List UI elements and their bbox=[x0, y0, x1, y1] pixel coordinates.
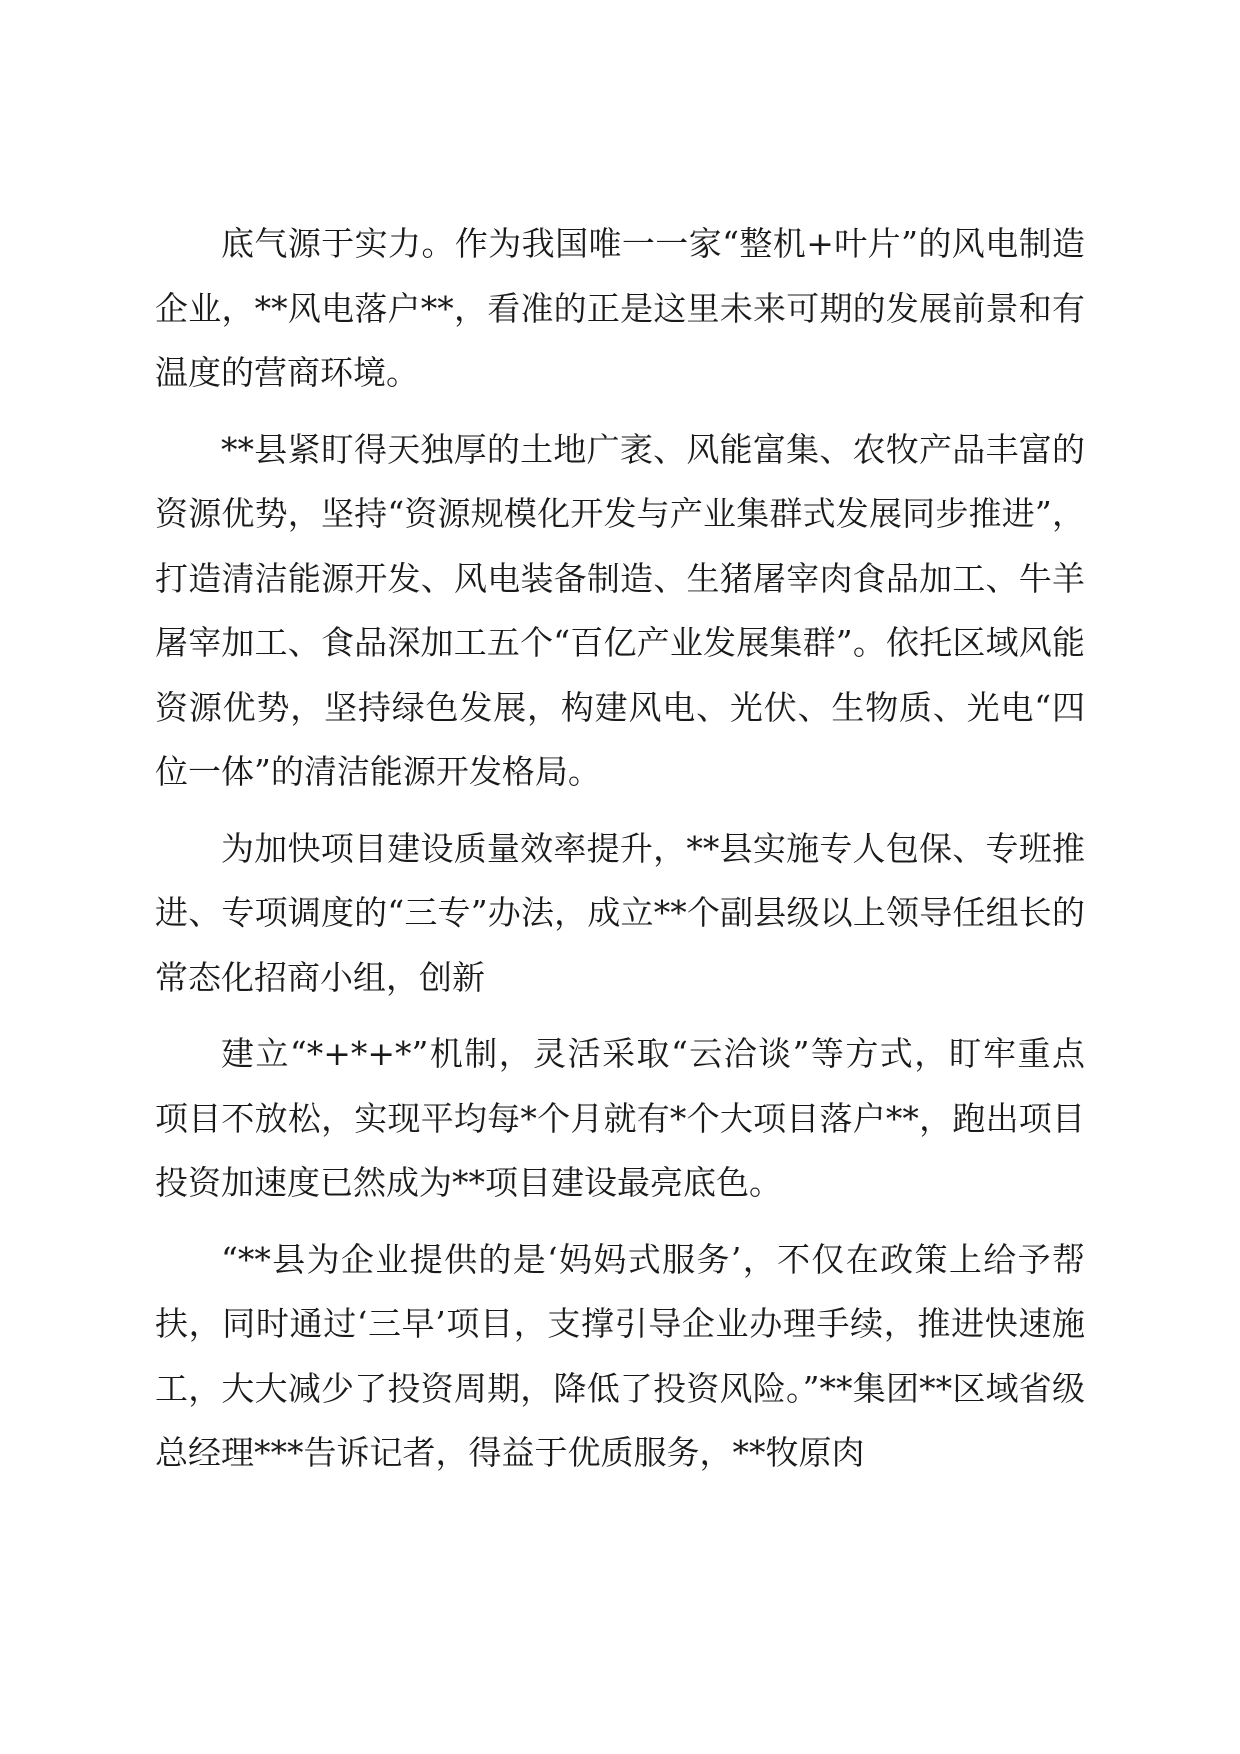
paragraph-3: 为加快项目建设质量效率提升，**县实施专人包保、专班推进、专项调度的“三专”办法，成立**个副县级以上领导任组长的常态化招商小组，创新 bbox=[155, 828, 1085, 997]
paragraph-4: 建立“*+*+*”机制，灵活采取“云洽谈”等方式，盯牢重点项目不放松，实现平均每*个月就有*个大项目落户**，跑出项目投资加速度已然成为**项目建设最亮底色。 bbox=[155, 1034, 1085, 1202]
paragraph-5: “**县为企业提供的是‘妈妈式服务’，不仅在政策上给予帮扶，同时通过‘三早’项目，支撑引导企业办理手续，推进快速施工，大大减少了投资周期，降低了投资风险。”**集团**区域省级总经理***告诉记者，得益于优质服务，**牧原肉 bbox=[155, 1239, 1085, 1472]
paragraph-2: **县紧盯得天独厚的土地广袤、风能富集、农牧产品丰富的资源优势，坚持“资源规模化开发与产业集群式发展同步推进”，打造清洁能源开发、风电装备制造、生猪屠宰肉食品加工、牛羊屠宰加工、食品深加工五个“百亿产业发展集群”。依托区域风能资源优势，坚持绿色发展，构建风电、光伏、生物质、光电“四位一体”的清洁能源开发格局。 bbox=[155, 429, 1085, 791]
paragraph-1: 底气源于实力。作为我国唯一一家“整机+叶片”的风电制造企业，**风电落户**，看准的正是这里未来可期的发展前景和有温度的营商环境。 bbox=[155, 224, 1085, 392]
document-body bbox=[155, 212, 1085, 1498]
